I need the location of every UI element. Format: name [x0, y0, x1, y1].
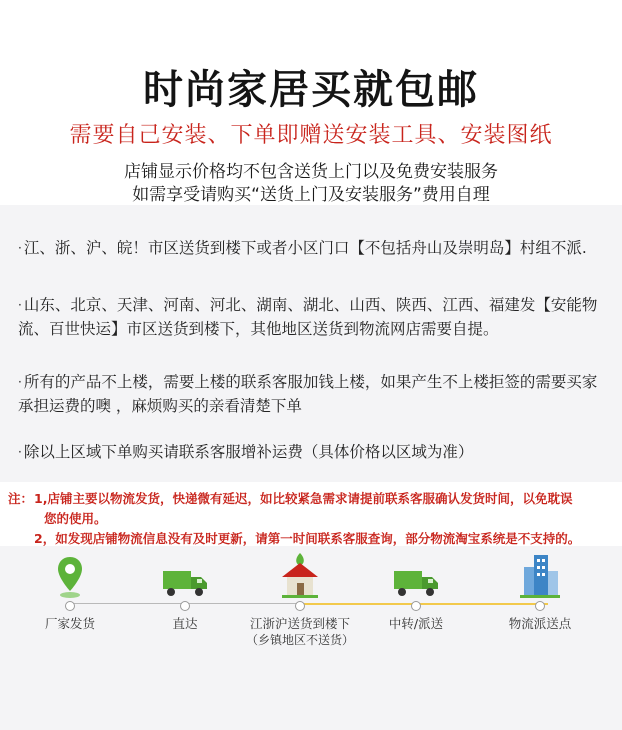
- delivery-rule: · 山东、北京、天津、河南、河北、湖南、湖北、山西、陕西、江西、福建发【安能物流、百世快运】市区送货到楼下，其他地区送货到物流网店需要自提。: [18, 296, 598, 338]
- step-node: [411, 601, 421, 611]
- step-label: 中转/派送: [388, 616, 444, 631]
- step-node: [535, 601, 545, 611]
- delivery-rule: · 江、浙、沪、皖！市区送货到楼下或者小区门口【不包括舟山及崇明岛】村组不派.: [18, 239, 587, 257]
- step-label: 直达: [172, 616, 198, 631]
- note-1-continued: 您的使用。: [44, 511, 107, 526]
- note-prefix: 注：: [8, 491, 34, 506]
- step-direct: [125, 547, 245, 632]
- install-subtitle: 需要自己安装、下单即赠送安装工具、安装图纸: [69, 123, 553, 148]
- step-door-delivery: [240, 547, 360, 648]
- bullet-icon: ·: [18, 298, 22, 312]
- step-factory-ship: [10, 547, 130, 632]
- service-notice: 如需享受请购买“送货上门及安装服务”费用自理: [132, 185, 490, 205]
- step-label: 江浙沪送货到楼下: [249, 616, 350, 631]
- note-2: 2，如发现店铺物流信息没有及时更新，请第一时间联系客服查询，部分物流淘宝系统是不支持的。: [34, 531, 581, 546]
- buildings-icon: [518, 551, 562, 599]
- step-node: [180, 601, 190, 611]
- step-node: [65, 601, 75, 611]
- price-notice: 店铺显示价格均不包含送货上门以及免费安装服务: [124, 162, 498, 182]
- step-label: 物流派送点: [508, 616, 572, 631]
- bullet-icon: ·: [18, 375, 22, 389]
- shipping-process: [0, 547, 622, 647]
- header-panel: [0, 0, 622, 205]
- step-label: 厂家发货: [44, 616, 95, 631]
- truck-icon: [161, 567, 209, 599]
- notes-panel: [0, 482, 622, 546]
- step-transfer: [356, 547, 476, 632]
- bullet-icon: ·: [18, 241, 22, 255]
- truck-icon: [392, 567, 440, 599]
- step-node: [295, 601, 305, 611]
- location-pin-icon: [56, 555, 84, 599]
- step-pickup-point: [480, 547, 600, 632]
- step-sublabel: （乡镇地区不送货）: [245, 633, 354, 647]
- note-1: 1,店铺主要以物流发货，快递微有延迟，如比较紧急需求请提前联系客服确认发货时间，以免耽误: [34, 491, 573, 506]
- house-icon: [278, 551, 322, 599]
- bullet-icon: ·: [18, 445, 22, 459]
- page-title: 时尚家居买就包邮: [143, 67, 479, 113]
- delivery-rule: · 所有的产品不上楼，需要上楼的联系客服加钱上楼，如果产生不上楼拒签的需要买家承担运费的噢 ，麻烦购买的亲看清楚下单: [18, 373, 598, 415]
- delivery-rule: · 除以上区域下单购买请联系客服增补运费（具体价格以区域为准）: [18, 443, 474, 461]
